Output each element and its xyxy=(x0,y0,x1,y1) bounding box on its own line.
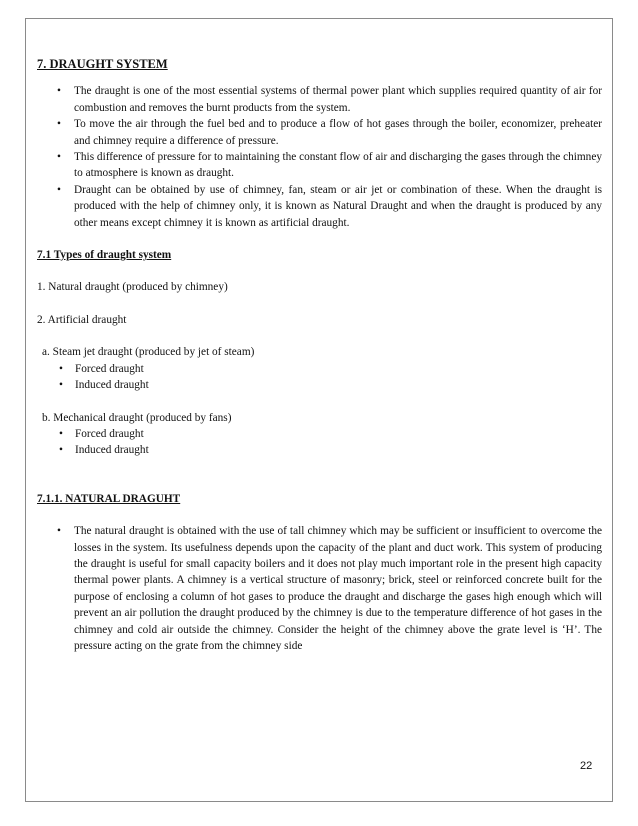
bullet-item: • The draught is one of the most essential systems of thermal power plant which supplies required quantity of air for combustion and removes the burnt products from the system. xyxy=(37,83,602,116)
list-item: • Forced draught xyxy=(53,426,602,442)
list-item: • Forced draught xyxy=(53,361,602,377)
natural-bullets xyxy=(37,523,602,654)
steam-jet-list xyxy=(53,361,602,394)
bullet-item: • Draught can be obtained by use of chimney, fan, steam or air jet or combination of these. When the draught is produced with the help of chimney only, it is known as Natural Draught and when the draught is produced by any other means except chimney it is known as artificial draught. xyxy=(37,182,602,231)
mechanical-label: b. Mechanical draught (produced by fans) xyxy=(42,411,232,424)
page-content xyxy=(37,56,602,654)
bullet-item: • This difference of pressure for to maintaining the constant flow of air and discharging the gases through the chimney to atmosphere is known as draught. xyxy=(37,149,602,182)
list-item: • Induced draught xyxy=(53,442,602,458)
artificial-draught-item: 2. Artificial draught xyxy=(37,313,127,326)
natural-draught-item: 1. Natural draught (produced by chimney) xyxy=(37,281,228,294)
draught-bullets xyxy=(37,83,602,231)
steam-jet-label: a. Steam jet draught (produced by jet of steam) xyxy=(42,346,255,359)
mechanical-list xyxy=(53,426,602,459)
page-number: 22 xyxy=(580,760,593,772)
section-title: 7. DRAUGHT SYSTEM xyxy=(37,57,168,71)
list-item: • Induced draught xyxy=(53,377,602,393)
bullet-item: • The natural draught is obtained with the use of tall chimney which may be sufficient or insufficient to overcome the losses in the system. Its usefulness depends upon the capacity of the plant and duct work. This system of producing the draught is useful for small capacity boilers and it does not play much important role in the present high capacity thermal power plants. A chimney is a vertical structure of masonry; brick, steel or reinforced concrete built for the purpose of enclosing a column of hot gases to produce the draught and discharge the gases high enough which will prevent an air pollution the draught produced by the chimney is due to the temperature difference of hot gases in the chimney and cold air outside the chimney. Consider the height of the chimney above the grate level is ‘H’. The pressure acting on the grate from the chimney side xyxy=(37,523,602,654)
bullet-item: • To move the air through the fuel bed and to produce a flow of hot gases through the boiler, economizer, preheater and chimney require a difference of pressure. xyxy=(37,116,602,149)
natural-section-title: 7.1.1. NATURAL DRAGUHT xyxy=(37,492,181,505)
types-title: 7.1 Types of draught system xyxy=(37,249,172,262)
